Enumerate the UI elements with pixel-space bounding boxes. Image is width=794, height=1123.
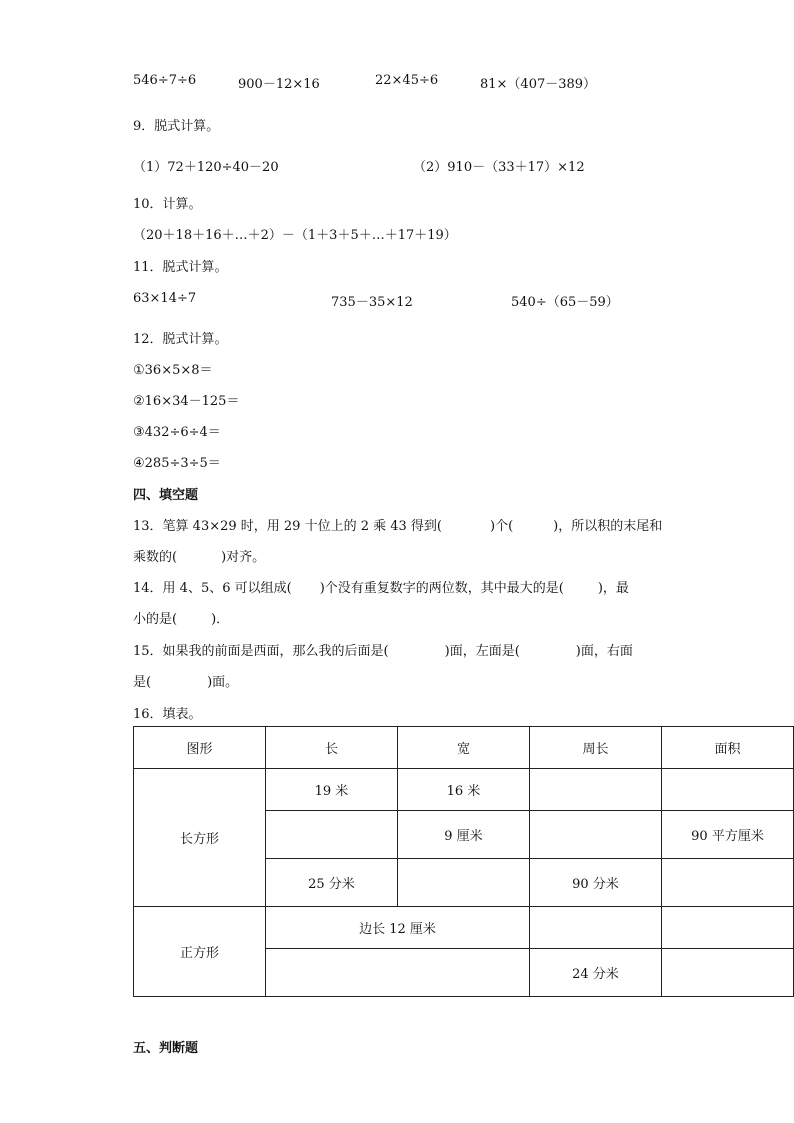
table-cell: 16 米: [397, 769, 529, 811]
rect-label: 长方形: [134, 769, 266, 907]
q11-item-3: 540÷（65－59）: [511, 295, 619, 310]
q15-line-2: [133, 671, 238, 690]
header-width: 宽: [397, 727, 529, 769]
table-cell[interactable]: [265, 949, 529, 997]
section-heading-judgment: 五、判断题: [133, 1041, 199, 1056]
header-shape: 图形: [134, 727, 266, 769]
q15-text-b: )面，左面是(: [444, 644, 520, 659]
q13-text-a: 13．笔算 43×29 时，用 29 十位上的 2 乘 43 得到(: [133, 519, 443, 534]
header-perimeter: 周长: [529, 727, 661, 769]
fill-table: [133, 726, 794, 997]
table-cell: 24 分米: [529, 949, 661, 997]
q15-line-1: [133, 640, 633, 659]
table-row: [134, 769, 794, 811]
section-heading-fill-blank: 四、填空题: [133, 488, 199, 503]
square-label: 正方形: [134, 907, 266, 997]
table-cell: 90 平方厘米: [661, 811, 793, 859]
table-cell[interactable]: [529, 769, 661, 811]
q12-item-2: ②16×34－125＝: [133, 394, 240, 409]
q12-item-1: ①36×5×8＝: [133, 363, 213, 378]
expr-1: 546÷7÷6: [133, 73, 197, 88]
q15-text-d: 是(: [133, 675, 152, 690]
table-cell[interactable]: [265, 811, 397, 859]
table-header-row: [134, 727, 794, 769]
q16-title: 16．填表。: [133, 707, 202, 722]
table-cell[interactable]: [661, 949, 793, 997]
header-length: 长: [265, 727, 397, 769]
q14-text-a: 14．用 4、5、6 可以组成(: [133, 581, 292, 596]
q15-text-e: )面。: [207, 675, 239, 690]
q14-text-c: )，最: [597, 581, 629, 596]
expr-2: 900－12×16: [238, 77, 320, 92]
q14-line-1: [133, 577, 629, 596]
table-cell: 25 分米: [265, 859, 397, 907]
table-cell[interactable]: [529, 811, 661, 859]
table-cell[interactable]: [397, 859, 529, 907]
q13-text-e: )对齐。: [221, 550, 266, 565]
q13-line-2: [133, 546, 265, 565]
q13-text-b: )个(: [490, 519, 514, 534]
q9-title: 9．脱式计算。: [133, 119, 220, 134]
q14-line-2: [133, 608, 229, 627]
table-cell: 90 分米: [529, 859, 661, 907]
table-cell: 边长 12 厘米: [265, 907, 529, 949]
q14-text-b: )个没有重复数字的两位数，其中最大的是(: [319, 581, 564, 596]
expr-3: 22×45÷6: [375, 73, 439, 88]
q12-item-4: ④285÷3÷5＝: [133, 456, 221, 471]
expr-4: 81×（407－389）: [480, 77, 597, 92]
table-cell[interactable]: [661, 907, 793, 949]
q12-item-3: ③432÷6÷4＝: [133, 425, 221, 440]
table-cell[interactable]: [661, 769, 793, 811]
q9-item-1: （1）72＋120÷40－20: [133, 160, 279, 175]
q13-text-d: 乘数的(: [133, 550, 178, 565]
q14-text-d: 小的是(: [133, 612, 178, 627]
q15-text-a: 15．如果我的前面是西面，那么我的后面是(: [133, 644, 389, 659]
q11-title: 11．脱式计算。: [133, 260, 228, 275]
table-cell[interactable]: [529, 907, 661, 949]
q11-item-1: 63×14÷7: [133, 291, 197, 306]
q15-text-c: )面，右面: [575, 644, 633, 659]
q10-expr: （20＋18＋16＋…＋2）－（1＋3＋5＋…＋17＋19）: [133, 228, 457, 243]
header-area: 面积: [661, 727, 793, 769]
q14-text-e: )．: [211, 612, 230, 627]
q11-item-2: 735－35×12: [331, 295, 413, 310]
table-row: [134, 907, 794, 949]
table-cell[interactable]: [661, 859, 793, 907]
q9-item-2: （2）910－（33＋17）×12: [413, 160, 585, 175]
q12-title: 12．脱式计算。: [133, 332, 228, 347]
q10-title: 10．计算。: [133, 197, 202, 212]
q13-line-1: [133, 515, 662, 534]
q13-text-c: )，所以积的末尾和: [553, 519, 663, 534]
table-cell: 9 厘米: [397, 811, 529, 859]
table-cell: 19 米: [265, 769, 397, 811]
